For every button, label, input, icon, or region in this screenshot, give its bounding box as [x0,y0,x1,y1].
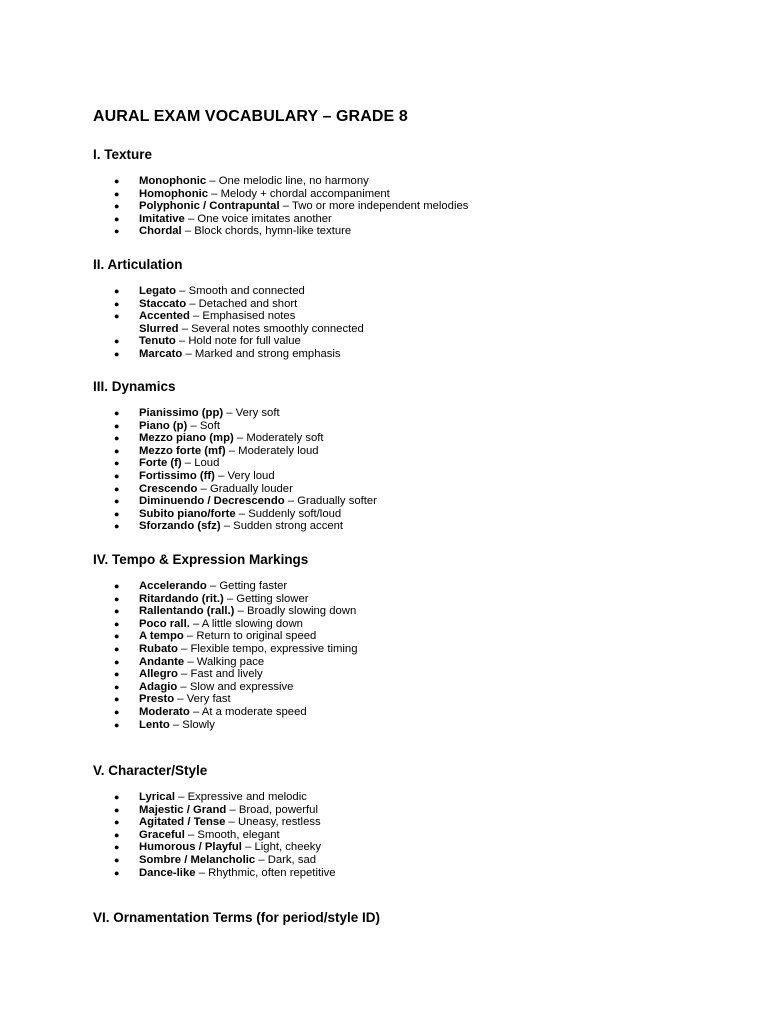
list-item: Slurred – Several notes smoothly connected [139,322,364,335]
list-item: ● Marcato – Marked and strong emphasis [114,347,341,360]
term-list [93,791,733,879]
list-item: ● Majestic / Grand – Broad, powerful [114,803,318,816]
list-item: ● Polyphonic / Contrapuntal – Two or more independent melodies [114,200,469,213]
bullet-icon: ● [114,817,120,828]
list-item: ● Imitative – One voice imitates another [114,212,332,225]
bullet-icon: ● [114,298,120,309]
list-item: ● Crescendo – Gradually louder [114,482,293,495]
section-ornamentation [93,910,733,925]
bullet-icon: ● [114,201,120,212]
bullet-icon: ● [114,829,120,840]
list-item: ● Humorous / Playful – Light, cheeky [114,841,322,854]
bullet-icon: ● [114,618,120,629]
bullet-icon: ● [114,804,120,815]
bullet-icon: ● [114,681,120,692]
bullet-icon: ● [114,842,120,853]
section-character-style [93,763,733,879]
section-articulation [93,257,733,361]
list-item: ● Lento – Slowly [114,718,215,731]
bullet-icon: ● [114,706,120,717]
list-item: ● Andante – Walking pace [114,655,265,668]
bullet-icon: ● [114,470,120,481]
list-item: ● Forte (f) – Loud [114,457,220,470]
list-item: ● Subito piano/forte – Suddenly soft/loud [114,507,342,520]
bullet-icon: ● [114,483,120,494]
bullet-icon: ● [114,694,120,705]
section-texture [93,147,733,238]
bullet-icon: ● [114,176,120,186]
section-heading: II. Articulation [93,257,183,272]
list-item: ● Sombre / Melancholic – Dark, sad [114,853,317,866]
list-item: ● Mezzo forte (mf) – Moderately loud [114,444,319,457]
list-item: ● Moderato – At a moderate speed [114,705,307,718]
list-item: ● Rallentando (rall.) – Broadly slowing down [114,605,357,618]
bullet-icon: ● [114,643,120,654]
bullet-icon: ● [114,336,120,347]
bullet-icon: ● [114,433,120,444]
bullet-icon: ● [114,669,120,680]
list-item: ● Presto – Very fast [114,693,231,706]
section-dynamics [93,379,733,533]
bullet-icon: ● [114,408,120,418]
bullet-icon: ● [114,854,120,865]
bullet-icon: ● [114,593,120,604]
section-heading: IV. Tempo & Expression Markings [93,552,309,567]
list-item: ● A tempo – Return to original speed [114,630,317,643]
list-item: ● Pianissimo (pp) – Very soft [114,407,280,419]
list-item: ● Chordal – Block chords, hymn-like texture [114,225,352,238]
list-item: ● Adagio – Slow and expressive [114,680,294,693]
list-item: ● Staccato – Detached and short [114,297,298,310]
list-item: ● Allegro – Fast and lively [114,668,263,681]
document-title: AURAL EXAM VOCABULARY – GRADE 8 [93,108,408,125]
section-heading: I. Texture [93,147,153,162]
bullet-icon: ● [114,458,120,469]
section-heading: VI. Ornamentation Terms (for period/style ID) [93,910,381,925]
list-item: ● Fortissimo (ff) – Very loud [114,469,275,482]
list-item: ● Tenuto – Hold note for full value [114,335,301,348]
section-heading: III. Dynamics [93,379,176,394]
list-item: ● Graceful – Smooth, elegant [114,828,280,841]
list-item: ● Accelerando – Getting faster [114,580,288,592]
bullet-icon: ● [114,286,120,296]
bullet-icon: ● [114,420,120,431]
term-list [93,285,733,361]
bullet-icon: ● [114,719,120,730]
list-item: ● Ritardando (rit.) – Getting slower [114,592,309,605]
term-list [93,175,733,238]
bullet-icon: ● [114,867,120,878]
bullet-icon: ● [114,521,120,532]
list-item: ● Sforzando (sfz) – Sudden strong accent [114,520,344,533]
list-item: ● Agitated / Tense – Uneasy, restless [114,816,321,829]
bullet-icon: ● [114,226,120,237]
bullet-icon: ● [114,188,120,199]
section-heading: V. Character/Style [93,763,208,778]
bullet-icon: ● [114,496,120,507]
bullet-icon: ● [114,631,120,642]
bullet-icon: ● [114,656,120,667]
bullet-icon: ● [114,445,120,456]
bullet-icon: ● [114,213,120,224]
list-item: ● Mezzo piano (mp) – Moderately soft [114,432,324,445]
bullet-icon: ● [114,792,120,802]
list-item: ● Monophonic – One melodic line, no harmony [114,175,369,187]
list-item: ● Homophonic – Melody + chordal accompaniment [114,187,390,200]
list-item: ● Accented – Emphasised notes [114,310,296,323]
bullet-icon: ● [114,606,120,617]
list-item: ● Diminuendo / Decrescendo – Gradually softer [114,495,377,508]
list-item: ● Dance-like – Rhythmic, often repetitive [114,866,336,879]
list-item: ● Piano (p) – Soft [114,419,220,432]
term-list [93,580,733,731]
section-tempo [93,552,733,731]
bullet-icon: ● [114,508,120,519]
bullet-icon: ● [114,311,120,322]
bullet-icon: ● [114,581,120,591]
bullet-icon: ● [114,348,120,359]
list-item: ● Legato – Smooth and connected [114,285,305,297]
list-item: ● Poco rall. – A little slowing down [114,617,303,630]
list-item: ● Lyrical – Expressive and melodic [114,791,307,803]
list-item: ● Rubato – Flexible tempo, expressive timing [114,642,358,655]
term-list [93,407,733,533]
